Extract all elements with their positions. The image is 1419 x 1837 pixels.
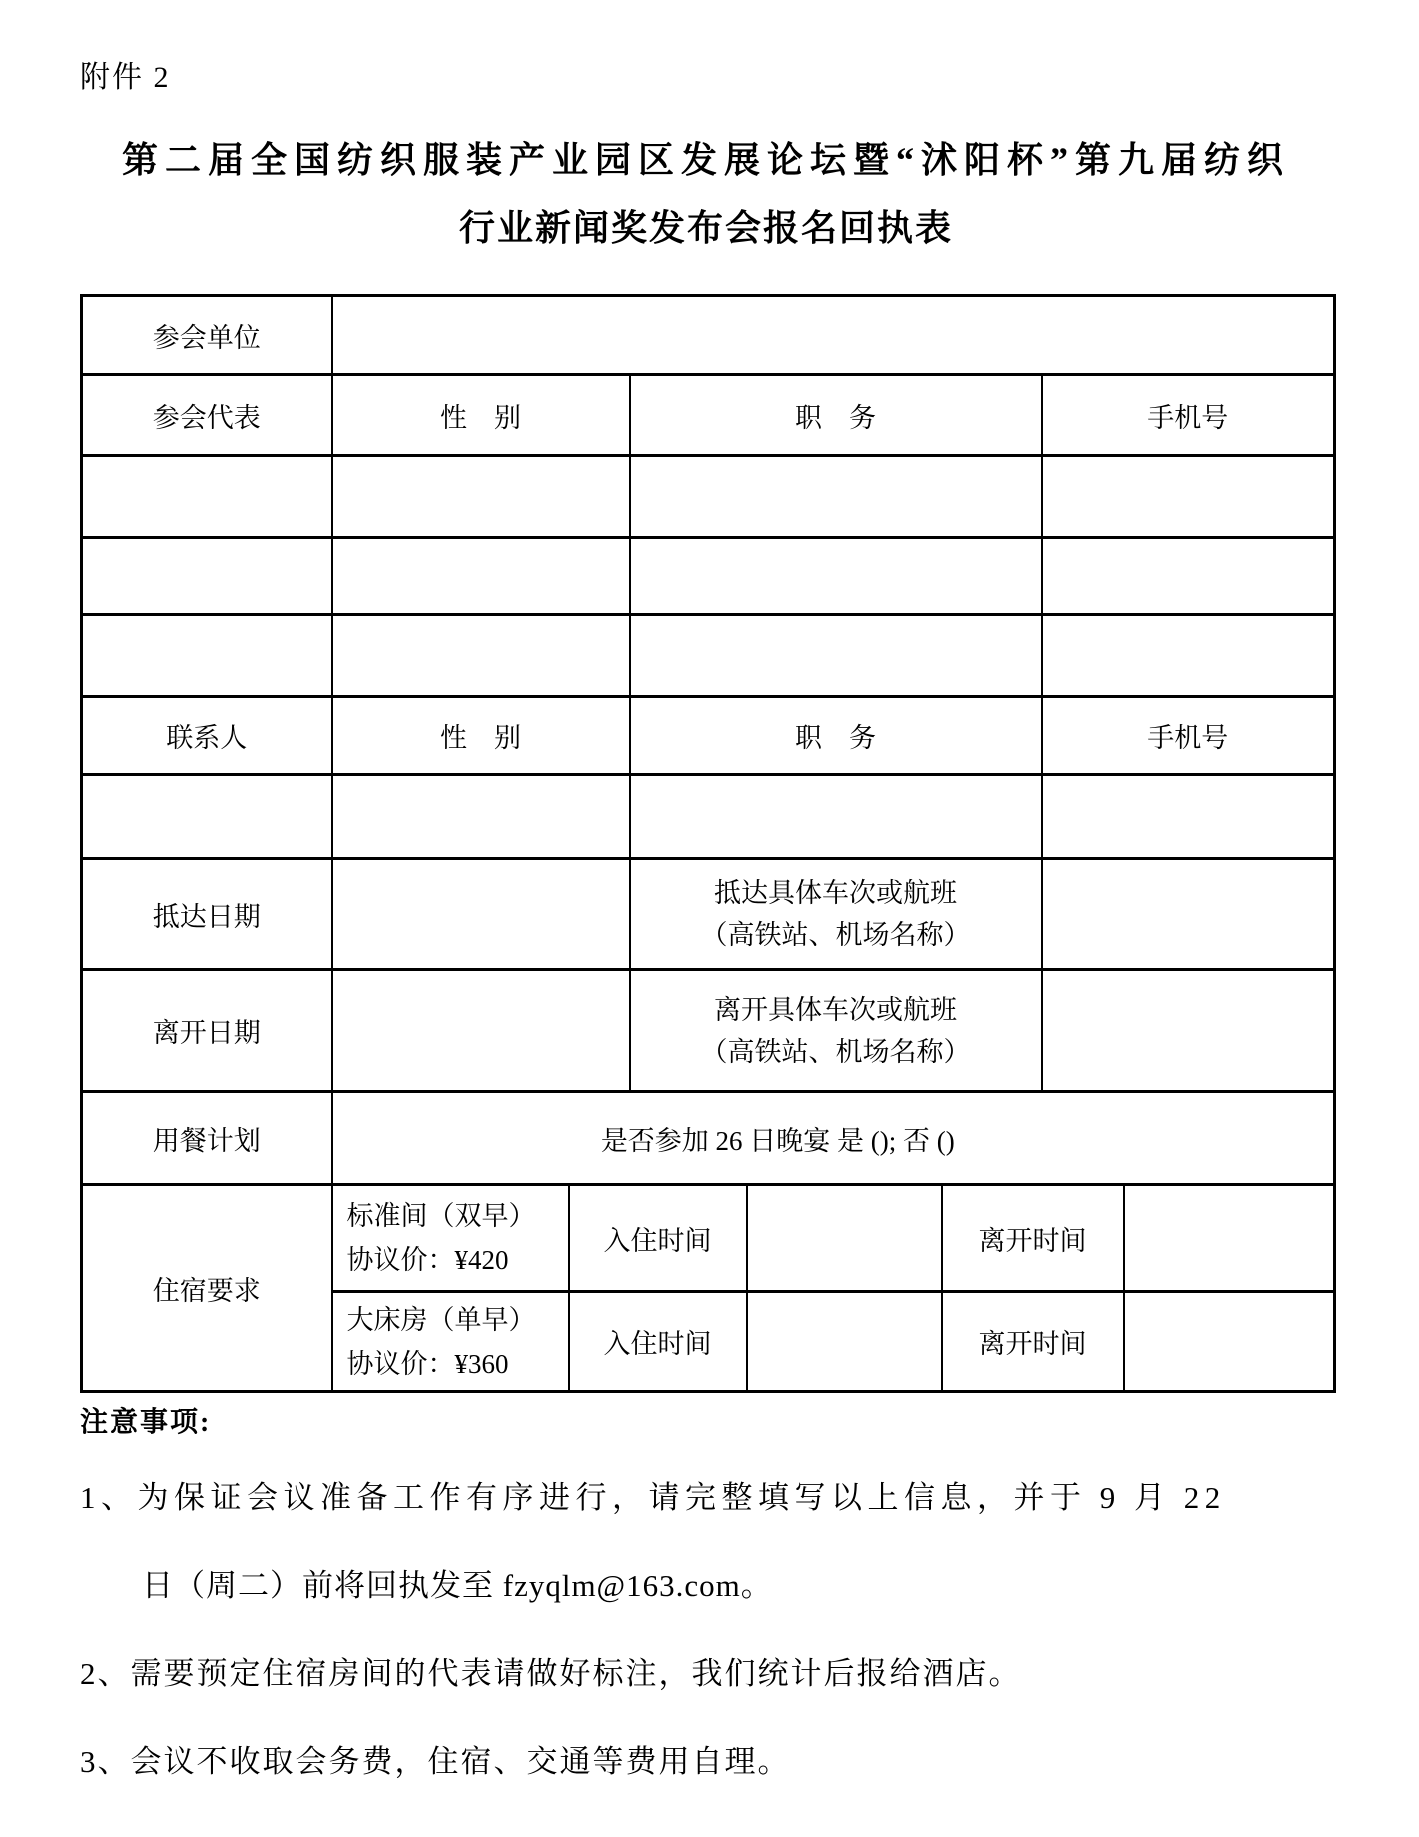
meal-row bbox=[82, 1092, 1335, 1185]
delegate-label-cell: 参会代表 bbox=[82, 375, 332, 456]
checkout-input-cell[interactable] bbox=[1124, 1185, 1335, 1292]
departure-flight-line2: （高铁站、机场名称） bbox=[700, 1036, 971, 1067]
contact-gender-header-cell: 性 别 bbox=[332, 697, 630, 775]
delegate-gender-input-cell[interactable] bbox=[332, 538, 630, 615]
attachment-label: 附件 2 bbox=[80, 61, 171, 94]
contact-name-input-cell[interactable] bbox=[82, 775, 332, 859]
delegate-gender-input-cell[interactable] bbox=[332, 456, 630, 538]
standard-room-line1: 标准间（双早） bbox=[346, 1201, 536, 1231]
departure-flight-input-cell[interactable] bbox=[1042, 970, 1335, 1092]
meal-question-cell[interactable]: 是否参加 26 日晚宴 是 (); 否 () bbox=[332, 1092, 1335, 1185]
departure-date-label-cell: 离开日期 bbox=[82, 970, 332, 1092]
standard-room-line2: 协议价：¥420 bbox=[346, 1245, 509, 1275]
contact-position-input-cell[interactable] bbox=[630, 775, 1042, 859]
lodging-standard-row bbox=[82, 1185, 1335, 1292]
departure-row bbox=[82, 970, 1335, 1092]
arrival-date-label-cell: 抵达日期 bbox=[82, 859, 332, 970]
delegate-gender-input-cell[interactable] bbox=[332, 615, 630, 697]
departure-date-input-cell[interactable] bbox=[332, 970, 630, 1092]
checkout-input-cell[interactable] bbox=[1124, 1292, 1335, 1392]
checkin-label-cell: 入住时间 bbox=[569, 1292, 747, 1392]
contact-mobile-input-cell[interactable] bbox=[1042, 775, 1335, 859]
delegate-position-header-cell: 职 务 bbox=[630, 375, 1042, 456]
departure-flight-line1: 离开具体车次或航班 bbox=[714, 994, 957, 1025]
king-room-cell[interactable] bbox=[332, 1292, 569, 1392]
delegate-entry-row bbox=[82, 538, 1335, 615]
delegate-name-input-cell[interactable] bbox=[82, 538, 332, 615]
form-title-line2: 行业新闻奖发布会报名回执表 bbox=[458, 208, 953, 248]
delegate-position-input-cell[interactable] bbox=[630, 615, 1042, 697]
contact-gender-input-cell[interactable] bbox=[332, 775, 630, 859]
registration-table bbox=[80, 294, 1336, 1393]
king-room-line2: 协议价：¥360 bbox=[346, 1348, 509, 1379]
delegate-position-input-cell[interactable] bbox=[630, 456, 1042, 538]
arrival-row bbox=[82, 859, 1335, 970]
contact-mobile-header-cell: 手机号 bbox=[1042, 697, 1335, 775]
note-item-1-line-1: 1、为保证会议准备工作有序进行，请完整填写以上信息，并于 9 月 22 bbox=[80, 1480, 1226, 1515]
arrival-flight-line1: 抵达具体车次或航班 bbox=[714, 878, 957, 908]
checkin-label-cell: 入住时间 bbox=[569, 1185, 747, 1292]
meal-plan-label-cell: 用餐计划 bbox=[82, 1092, 332, 1185]
delegate-mobile-input-cell[interactable] bbox=[1042, 538, 1335, 615]
form-title-line1: 第二届全国纺织服装产业园区发展论坛暨“沭阳杯”第九届纺织 bbox=[121, 140, 1290, 180]
checkout-label-cell: 离开时间 bbox=[942, 1292, 1124, 1392]
notes-heading: 注意事项: bbox=[80, 1407, 212, 1438]
note-item-3: 3、会议不收取会务费，住宿、交通等费用自理。 bbox=[80, 1744, 791, 1779]
arrival-date-input-cell[interactable] bbox=[332, 859, 630, 970]
checkin-input-cell[interactable] bbox=[747, 1292, 942, 1392]
arrival-flight-input-cell[interactable] bbox=[1042, 859, 1335, 970]
contact-label-cell: 联系人 bbox=[82, 697, 332, 775]
unit-row bbox=[82, 296, 1335, 375]
arrival-flight-label-cell bbox=[630, 859, 1042, 970]
note-item-2: 2、需要预定住宿房间的代表请做好标注，我们统计后报给酒店。 bbox=[80, 1656, 1022, 1691]
lodging-label-cell: 住宿要求 bbox=[82, 1185, 332, 1392]
arrival-flight-line2: （高铁站、机场名称） bbox=[700, 920, 971, 950]
delegate-header-row bbox=[82, 375, 1335, 456]
delegate-mobile-header-cell: 手机号 bbox=[1042, 375, 1335, 456]
unit-input-cell[interactable] bbox=[332, 296, 1335, 375]
unit-label-cell: 参会单位 bbox=[82, 296, 332, 375]
delegate-entry-row bbox=[82, 615, 1335, 697]
contact-position-header-cell: 职 务 bbox=[630, 697, 1042, 775]
checkin-input-cell[interactable] bbox=[747, 1185, 942, 1292]
checkout-label-cell: 离开时间 bbox=[942, 1185, 1124, 1292]
contact-header-row bbox=[82, 697, 1335, 775]
standard-room-cell[interactable] bbox=[332, 1185, 569, 1292]
delegate-position-input-cell[interactable] bbox=[630, 538, 1042, 615]
contact-entry-row bbox=[82, 775, 1335, 859]
delegate-gender-header-cell: 性 别 bbox=[332, 375, 630, 456]
departure-flight-label-cell bbox=[630, 970, 1042, 1092]
delegate-mobile-input-cell[interactable] bbox=[1042, 456, 1335, 538]
delegate-mobile-input-cell[interactable] bbox=[1042, 615, 1335, 697]
delegate-name-input-cell[interactable] bbox=[82, 615, 332, 697]
king-room-line1: 大床房（单早） bbox=[346, 1304, 536, 1335]
delegate-entry-row bbox=[82, 456, 1335, 538]
delegate-name-input-cell[interactable] bbox=[82, 456, 332, 538]
note-item-1-line-2: 日（周二）前将回执发至 fzyqlm@163.com。 bbox=[142, 1568, 773, 1603]
